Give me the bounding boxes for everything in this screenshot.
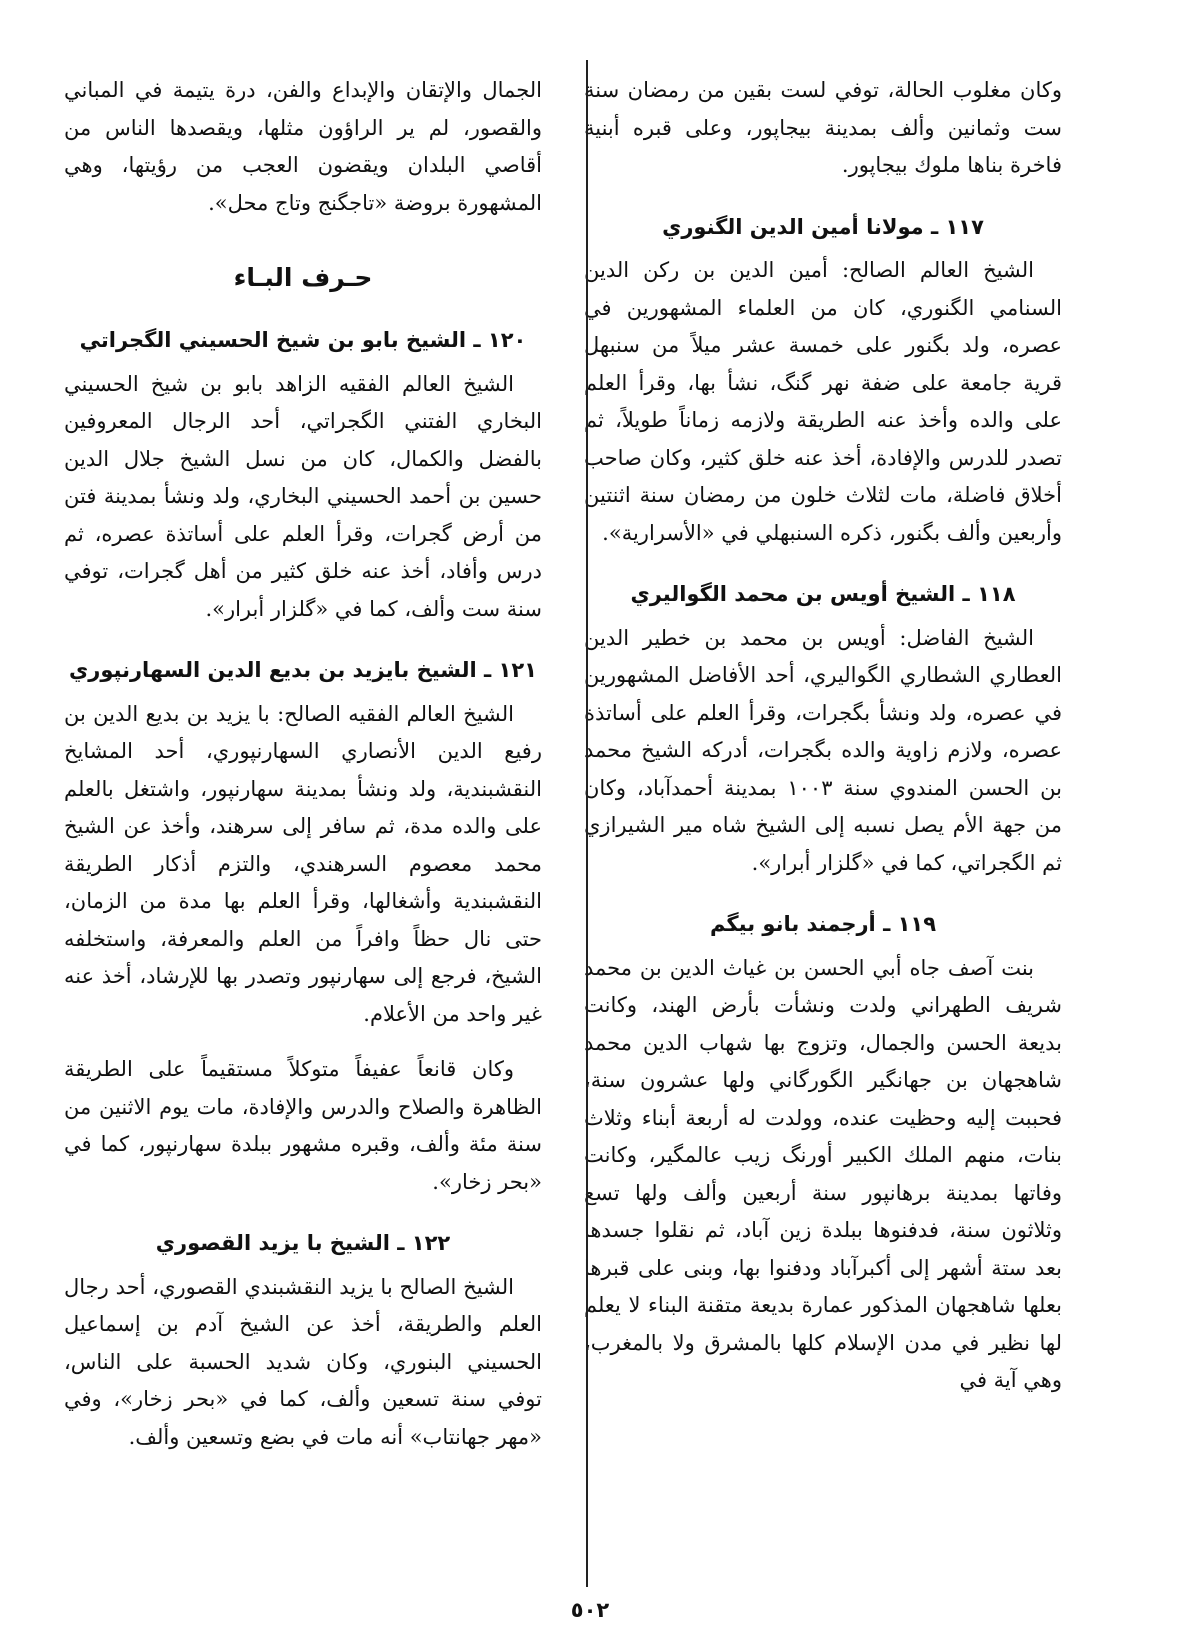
column-divider	[586, 60, 588, 1587]
entry-heading-117: ١١٧ ـ مولانا أمين الدين الگنوري	[662, 214, 984, 239]
left-column	[64, 72, 542, 1456]
entry-body-117: الشيخ العالم الصالح: أمين الدين بن ركن الدين السنامي الگنوري، كان من العلماء المشهورين في عصره، ولد بگنور على خمسة عشر ميلاً من سنبهل قرية جامعة على ضفة نهر گنگ، نشأ بها، وقرأ العلم على والده وأخذ عنه الطريقة ولازمه زماناً طويلاً، ثم تصدر للدرس والإفادة، أخذ عنه خلق كثير، وكان صاحب أخلاق فاضلة، مات لثلاث خلون من رمضان سنة اثنتين وأربعين وألف بگنور، ذكره السنبهلي في «الأسرارية».	[584, 258, 1062, 545]
entry-heading-119: ١١٩ ـ أرجمند بانو بيگم	[709, 912, 937, 936]
section-title: حـرف البـاء	[233, 263, 373, 292]
continued-paragraph: وكان مغلوب الحالة، توفي لست بقين من رمضان سنة ست وثمانين وألف بمدينة بيجاپور، وعلى قبره أبنية فاخرة بناها ملوك بيجاپور.	[584, 78, 1062, 177]
entry-body-121: الشيخ العالم الفقيه الصالح: با يزيد بن بديع الدين بن رفيع الدين الأنصاري السهارنپوري، أحد المشايخ النقشبندية، ولد ونشأ بمدينة سهارنپور، واشتغل بالعلم على والده مدة، ثم سافر إلى سرهند، وأخذ عن الشيخ محمد معصوم السرهندي، والتزم أذكار الطريقة النقشبندية وأشغالها، وقرأ العلم بها مدة من الزمان، حتى نال حظاً وافراً من العلم والمعرفة، واستخلفه الشيخ، فرجع إلى سهارنپور وتصدر بها للإرشاد، أخذ عنه غير واحد من الأعلام.	[64, 701, 542, 1026]
continued-paragraph: الجمال والإتقان والإبداع والفن، درة يتيمة في المباني والقصور، لم ير الراؤون مثلها، ويقصدها الناس من أقاصي البلدان ويقضون العجب من رؤيتها، وهي المشهورة بروضة «تاجگنج وتاج محل».	[64, 78, 542, 215]
entry-body-119: بنت آصف جاه أبي الحسن بن غياث الدين بن محمد شريف الطهراني ولدت ونشأت بأرض الهند، وكانت بديعة الحسن والجمال، وتزوج بها شهاب الدين محمد شاهجهان بن جهانگير الگورگاني ولها عشرون سنة، فحببت إليه وحظيت عنده، وولدت له أربعة أبناء وثلاث بنات، منهم الملك الكبير أورنگ زيب عالمگير، وكانت وفاتها بمدينة برهانپور سنة أربعين وألف ولها تسع وثلاثون سنة، فدفنوها ببلدة زين آباد، ثم نقلوا جسدها بعد ستة أشهر إلى أكبرآباد ودفنوا بها، وبنى على قبرها بعلها شاهجهان المذكور عمارة بديعة متقنة البناء لا يعلم لها نظير في مدن الإسلام كلها بالمشرق ولا بالمغرب، وهي آية في	[584, 955, 1062, 1392]
entry-body-121-continued: وكان قانعاً عفيفاً متوكلاً مستقيماً على الطريقة الظاهرة والصلاح والدرس والإفادة، مات يوم الاثنين من سنة مئة وألف، وقبره مشهور ببلدة سهارنپور، كما في «بحر زخار».	[64, 1057, 542, 1194]
entry-heading-118: ١١٨ ـ الشيخ أويس بن محمد الگواليري	[630, 582, 1016, 606]
entry-heading-120: ١٢٠ ـ الشيخ بابو بن شيخ الحسيني الگجراتي	[79, 328, 527, 352]
entry-body-122: الشيخ الصالح با يزيد النقشبندي القصوري، أحد رجال العلم والطريقة، أخذ عن الشيخ آدم بن إسماعيل الحسيني البنوري، وكان شديد الحسبة على الناس، توفي سنة تسعين وألف، كما في «بحر زخار»، وفي «مهر جهانتاب» أنه مات في بضع وتسعين وألف.	[64, 1274, 542, 1449]
entry-body-120: الشيخ العالم الفقيه الزاهد بابو بن شيخ الحسيني البخاري الفتني الگجراتي، أحد الرجال المعروفين بالفضل والكمال، كان من نسل الشيخ جلال الدين حسين بن أحمد الحسيني البخاري، ولد ونشأ بمدينة فتن من أرض گجرات، وقرأ العلم على أساتذة عصره، ثم درس وأفاد، أخذ عنه خلق كثير من أهل گجرات، توفي سنة ست وألف، كما في «گلزار أبرار».	[64, 371, 542, 621]
entry-body-118: الشيخ الفاضل: أويس بن محمد بن خطير الدين العطاري الشطاري الگواليري، أحد الأفاضل المشهورين في عصره، ولد ونشأ بگجرات، وقرأ العلم على أساتذة عصره، ولازم زاوية والده بگجرات، أدركه الشيخ محمد بن الحسن المندوي سنة ١٠٠٣ بمدينة أحمدآباد، وكان من جهة الأم يصل نسبه إلى الشيخ شاه مير الشيرازي ثم الگجراتي، كما في «گلزار أبرار».	[584, 625, 1063, 875]
entry-heading-122: ١٢٢ ـ الشيخ با يزيد القصوري	[155, 1231, 451, 1255]
right-column	[584, 72, 1062, 1400]
entry-heading-121: ١٢١ ـ الشيخ بايزيد بن بديع الدين السهارنپوري	[69, 658, 537, 682]
page-number: ٥٠٢	[570, 1598, 610, 1622]
